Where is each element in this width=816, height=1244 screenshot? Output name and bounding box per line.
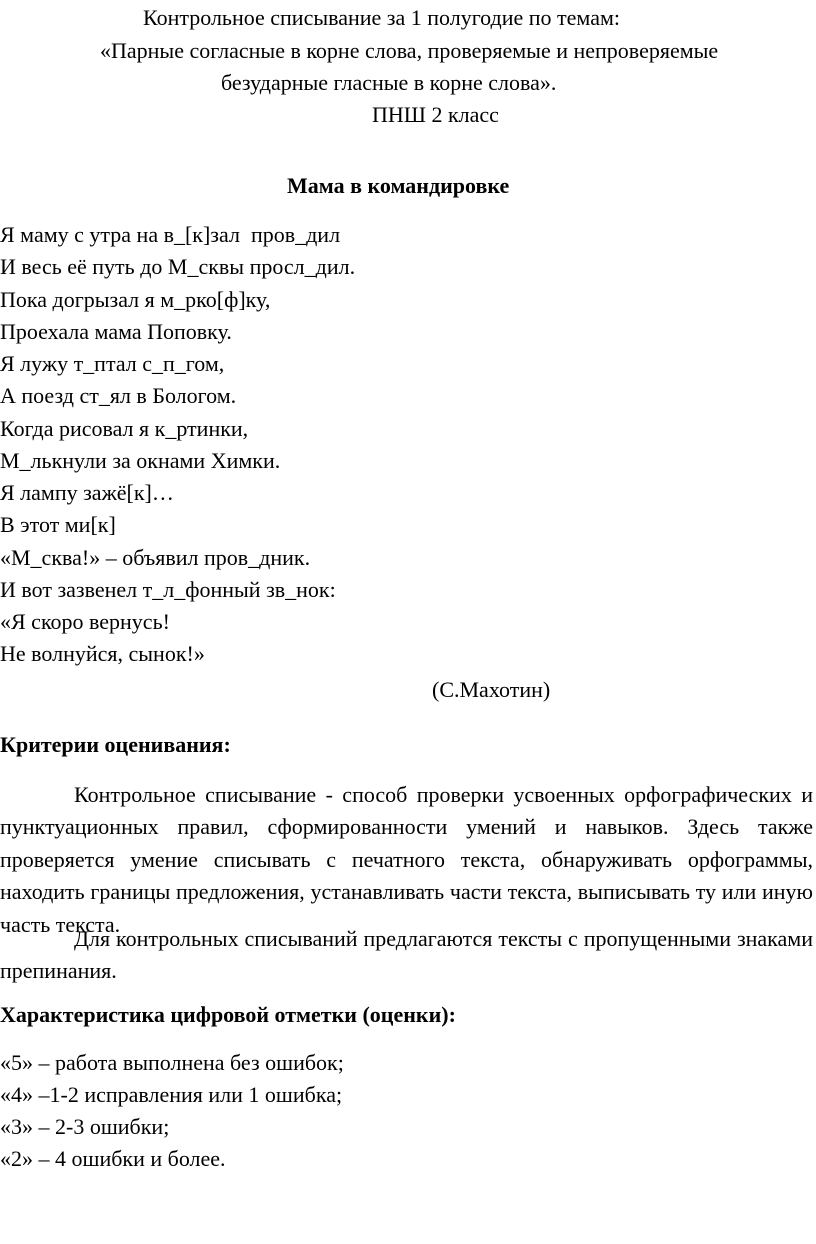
poem-title: Мама в командировке xyxy=(287,173,510,198)
grading-item: «4» –1-2 исправления или 1 ошибка; xyxy=(0,1082,343,1107)
header-line-4: ПНШ 2 класс xyxy=(372,102,499,127)
criteria-paragraph-1: Контрольное списывание - способ проверки усвоенных орфографических и пунктуационных правил, сформированности умений и навыков. Здесь также проверяется умение списывать с печатного текста, обнаруживать орфограммы, находить границы предложения, устанавливать части текста, выписывать ту или иную часть текста. xyxy=(0,782,813,937)
poem-line: Не волнуйся, сынок!» xyxy=(0,641,205,666)
poem-line: Пока догрызал я м_рко[ф]ку, xyxy=(0,287,271,312)
criteria-paragraph-2: Для контрольных списываний предлагаются тексты с пропущенными знаками препинания. xyxy=(0,926,813,984)
poem-line: Когда рисовал я к_ртинки, xyxy=(0,416,249,441)
poem-line: И весь её путь до М_сквы просл_дил. xyxy=(0,254,356,279)
grading-item: «2» – 4 ошибки и более. xyxy=(0,1146,226,1171)
poem-author: (С.Махотин) xyxy=(432,677,551,702)
poem-line: И вот зазвенел т_л_фонный зв_нок: xyxy=(0,577,336,602)
poem-line: А поезд ст_ял в Бологом. xyxy=(0,383,237,408)
poem-line: М_лькнули за окнами Химки. xyxy=(0,448,281,473)
header-line-2: «Парные согласные в корне слова, проверяемые и непроверяемые xyxy=(100,38,719,63)
grading-item: «3» – 2-3 ошибки; xyxy=(0,1114,170,1139)
poem-line: Я лужу т_птал с_п_гом, xyxy=(0,351,225,376)
header-line-1: Контрольное списывание за 1 полугодие по темам: xyxy=(143,5,621,30)
poem-line: «М_сква!» – объявил пров_дник. xyxy=(0,545,311,570)
criteria-heading: Критерии оценивания: xyxy=(0,732,231,757)
poem-line: «Я скоро вернусь! xyxy=(0,609,170,634)
grading-heading: Характеристика цифровой отметки (оценки): xyxy=(0,1002,456,1027)
poem-line: Я маму с утра на в_[к]зал пров_дил xyxy=(0,222,341,247)
header-line-3: безударные гласные в корне слова». xyxy=(221,70,557,95)
poem-line: В этот ми[к] xyxy=(0,512,116,537)
poem-line: Проехала мама Поповку. xyxy=(0,319,232,344)
grading-item: «5» – работа выполнена без ошибок; xyxy=(0,1050,344,1075)
poem-line: Я лампу зажё[к]… xyxy=(0,480,174,505)
